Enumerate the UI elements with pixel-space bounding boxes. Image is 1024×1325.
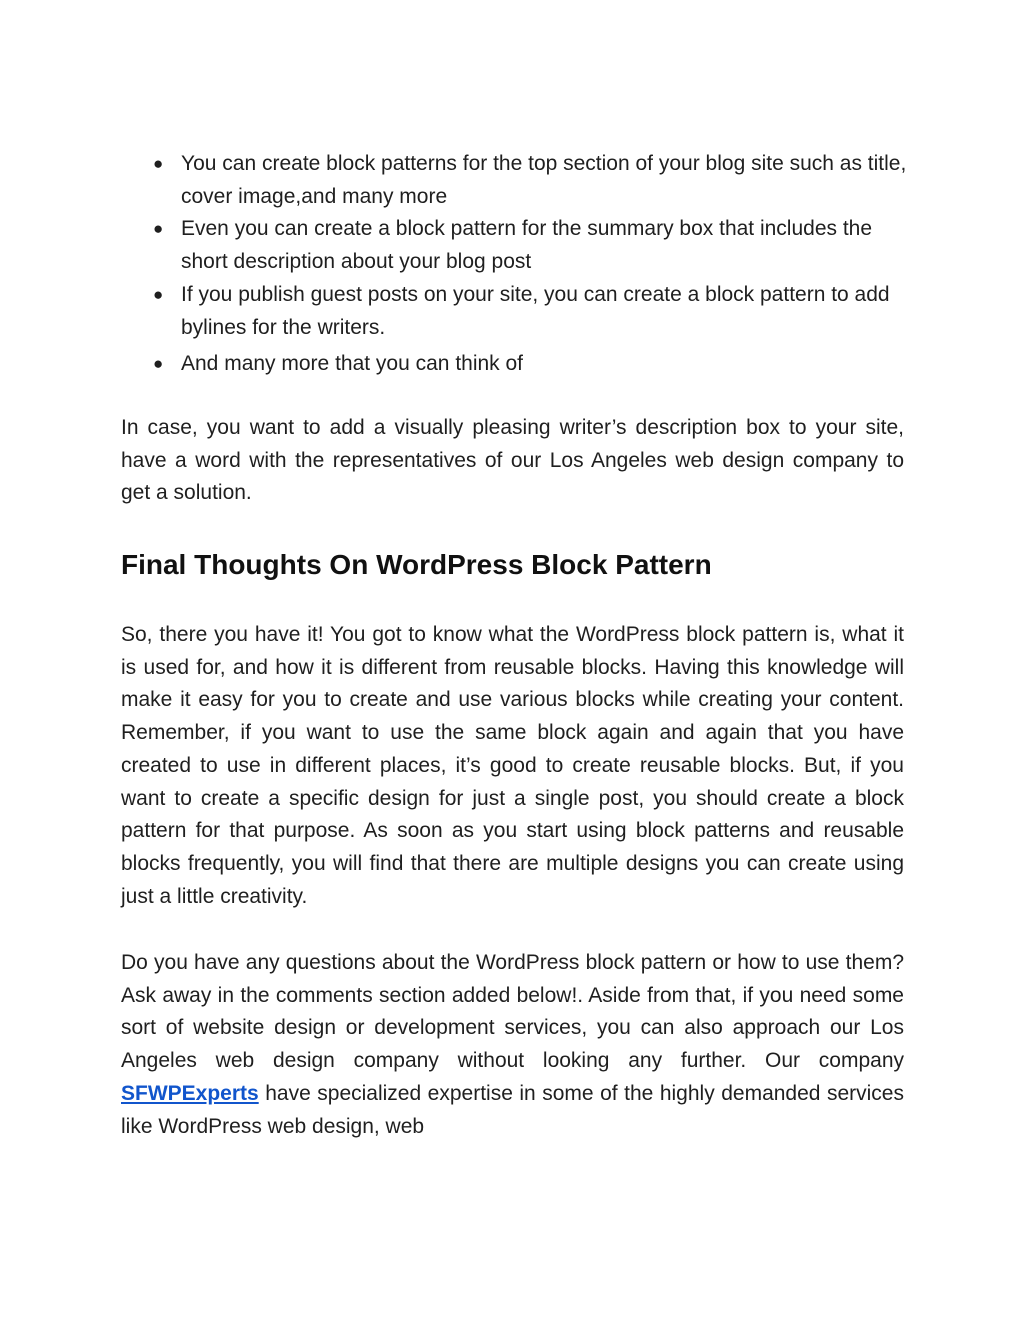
list-item bbox=[150, 348, 910, 381]
bullet-icon: ● bbox=[153, 219, 164, 239]
bullet-icon: ● bbox=[153, 154, 164, 173]
paragraph-writer-description: In case, you want to add a visually pleasing writer’s description box to your site, have a word with the representatives of our Los Angeles web design company to get a solution. bbox=[121, 416, 904, 505]
list-item bbox=[150, 148, 910, 213]
bullet-icon: ● bbox=[153, 354, 164, 374]
paragraph-text-after-link: have specialized expertise in some of the highly demanded services like WordPress web design, web bbox=[121, 1081, 904, 1138]
paragraph-text-before-link: Do you have any questions about the WordPress block pattern or how to use them? Ask away in the comments section added below!. Aside from that, if you need some sort of website design or development services, you can also approach our Los Angeles web design company without looking any further. Our company bbox=[121, 951, 904, 1073]
section-heading: Final Thoughts On WordPress Block Pattern bbox=[121, 549, 712, 580]
bullet-icon: ● bbox=[153, 284, 164, 304]
list-item bbox=[150, 213, 910, 278]
list-item-text: If you publish guest posts on your site, you can create a block pattern to add bylines for the writers. bbox=[181, 282, 890, 339]
bullet-list bbox=[150, 148, 910, 381]
list-item-text: And many more that you can think of bbox=[181, 352, 524, 376]
list-item bbox=[150, 279, 910, 344]
list-item-text: Even you can create a block pattern for the summary box that includes the short description about your blog post bbox=[181, 217, 873, 274]
sfwpexperts-link[interactable]: SFWPExperts bbox=[121, 1081, 259, 1105]
list-item-text: You can create block patterns for the top section of your blog site such as title, cover image,and many more bbox=[181, 152, 907, 208]
paragraph-final-thoughts: So, there you have it! You got to know what the WordPress block pattern is, what it is used for, and how it is different from reusable blocks. Having this knowledge will make it easy for you to create and use various blocks while creating your content. Remember, if you want to use the same block again and again that you have created to use in different places, it’s good to create reusable blocks. But, if you want to create a specific design for just a single post, you should create a block pattern for that purpose. As soon as you start using block patterns and reusable blocks frequently, you will find that there are multiple designs you can create using just a little creativity. bbox=[121, 623, 904, 908]
paragraph-questions bbox=[121, 947, 904, 1143]
